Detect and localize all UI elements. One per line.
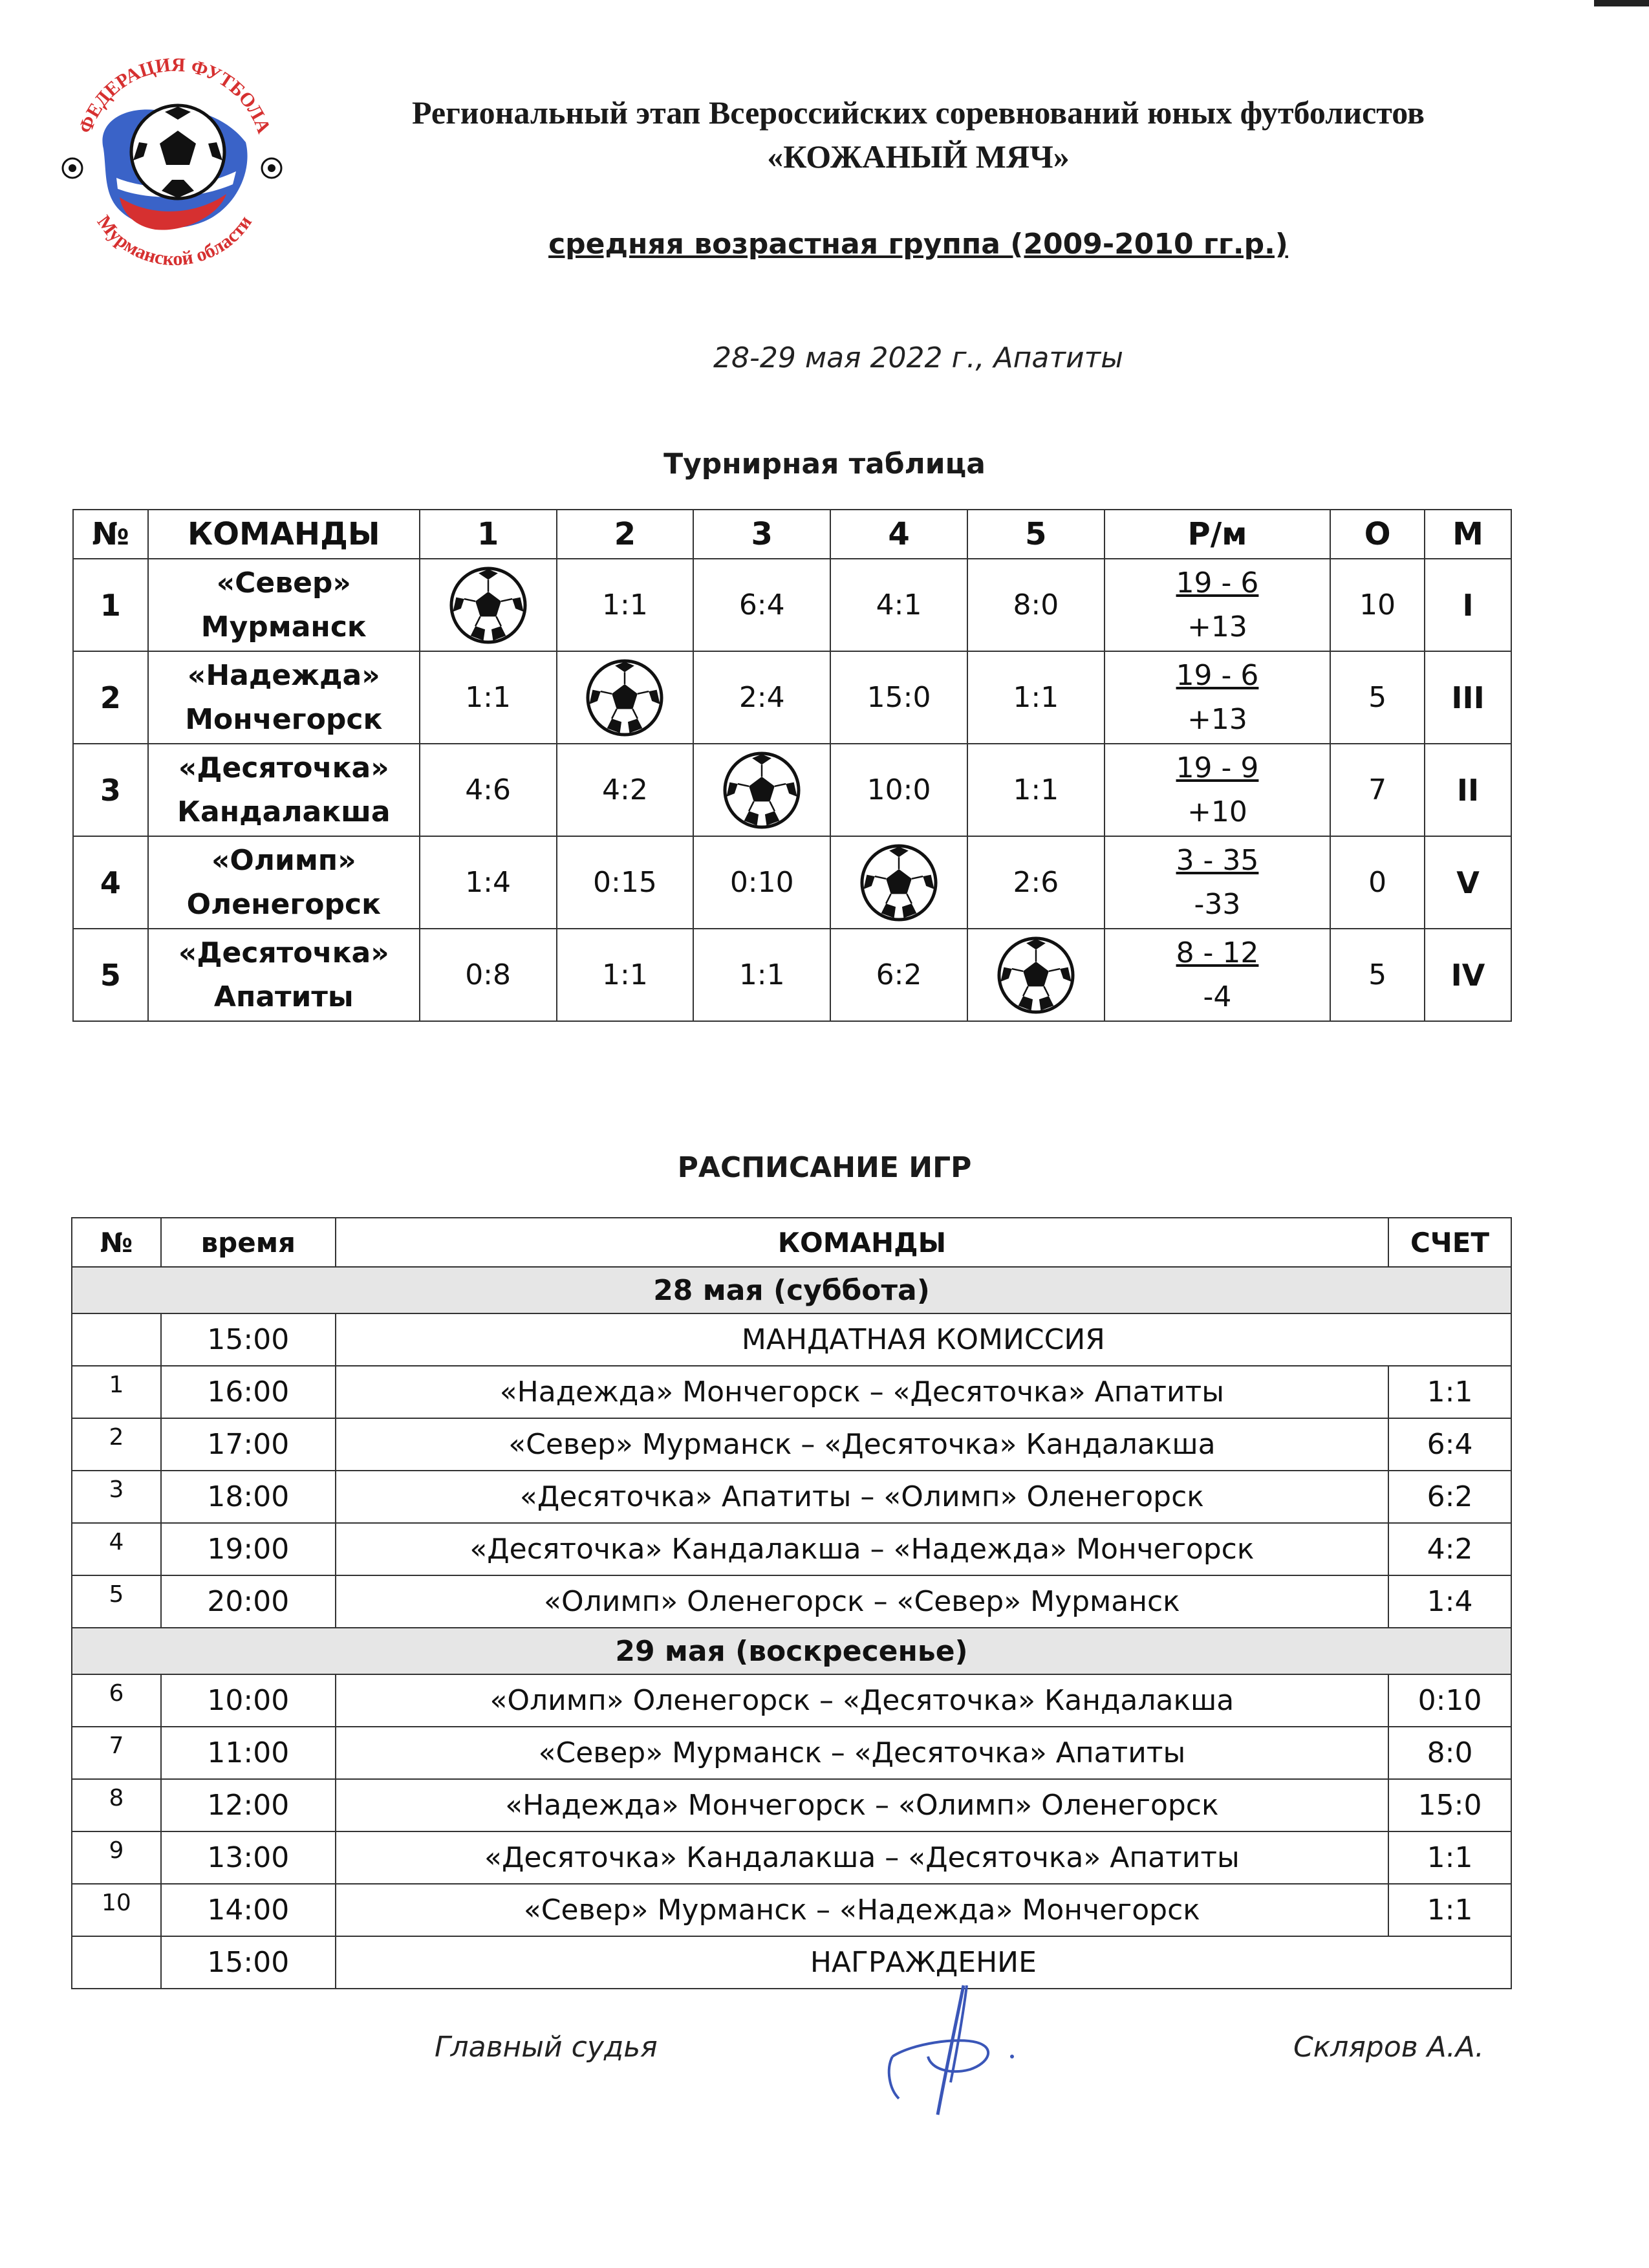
soccer-ball-icon — [448, 565, 528, 645]
event-label: МАНДАТНАЯ КОМИССИЯ — [336, 1313, 1511, 1366]
points-cell: 10 — [1330, 559, 1425, 651]
goals-cell — [1105, 836, 1330, 929]
table-row — [72, 1779, 1511, 1831]
goal-difference: -33 — [1194, 887, 1241, 921]
diagonal-cell — [830, 836, 967, 929]
game-score: 15:0 — [1388, 1779, 1511, 1831]
place-cell: III — [1425, 651, 1511, 744]
result-cell: 1:1 — [967, 651, 1105, 744]
game-time: 11:00 — [161, 1727, 336, 1779]
game-score: 1:4 — [1388, 1575, 1511, 1628]
place-cell: V — [1425, 836, 1511, 929]
result-cell: 2:6 — [967, 836, 1105, 929]
diagonal-cell — [420, 559, 557, 651]
game-number: 3 — [72, 1471, 161, 1523]
game-time: 12:00 — [161, 1779, 336, 1831]
team-number: 1 — [73, 559, 148, 651]
team-cell — [148, 651, 420, 744]
result-cell: 0:8 — [420, 929, 557, 1021]
col-4: 4 — [830, 510, 967, 559]
game-score: 0:10 — [1388, 1674, 1511, 1727]
col-time: время — [161, 1218, 336, 1267]
col-teams: КОМАНДЫ — [148, 510, 420, 559]
table-row — [72, 1936, 1511, 1989]
game-teams: «Десяточка» Апатиты – «Олимп» Оленегорск — [336, 1471, 1388, 1523]
team-name: «Десяточка» — [178, 751, 389, 784]
soccer-ball-icon — [859, 843, 939, 923]
game-time: 10:00 — [161, 1674, 336, 1727]
date-place: 28-29 мая 2022 г., Апатиты — [713, 341, 1123, 374]
table-row — [72, 1418, 1511, 1471]
standings-table — [72, 509, 1512, 1022]
team-name: «Десяточка» — [178, 936, 389, 969]
table-row — [72, 1366, 1511, 1418]
chief-judge-label: Главный судья — [435, 2031, 658, 2064]
day-label: 29 мая (воскресенье) — [72, 1628, 1511, 1674]
col-2: 2 — [557, 510, 694, 559]
col-goals: Р/м — [1105, 510, 1330, 559]
goals-scored-conceded: 19 - 6 — [1176, 566, 1259, 599]
goals-cell — [1105, 559, 1330, 651]
game-teams: «Север» Мурманск – «Десяточка» Апатиты — [336, 1727, 1388, 1779]
result-cell: 1:1 — [557, 929, 694, 1021]
federation-logo — [58, 45, 291, 285]
col-teams: КОМАНДЫ — [336, 1218, 1388, 1267]
points-cell: 5 — [1330, 651, 1425, 744]
result-cell: 6:2 — [830, 929, 967, 1021]
goals-cell — [1105, 744, 1330, 836]
game-teams: «Север» Мурманск – «Надежда» Мончегорск — [336, 1884, 1388, 1936]
team-city: Кандалакша — [177, 795, 391, 828]
game-score: 8:0 — [1388, 1727, 1511, 1779]
game-teams: «Олимп» Оленегорск – «Север» Мурманск — [336, 1575, 1388, 1628]
team-city: Мурманск — [200, 610, 367, 643]
table-row — [72, 1313, 1511, 1366]
schedule-heading: РАСПИСАНИЕ ИГР — [677, 1151, 972, 1184]
place-cell: I — [1425, 559, 1511, 651]
game-teams: «Олимп» Оленегорск – «Десяточка» Кандалакша — [336, 1674, 1388, 1727]
table-row — [73, 744, 1511, 836]
col-score: СЧЕТ — [1388, 1218, 1511, 1267]
result-cell: 15:0 — [830, 651, 967, 744]
game-time: 15:00 — [161, 1936, 336, 1989]
game-teams: «Надежда» Мончегорск – «Олимп» Оленегорск — [336, 1779, 1388, 1831]
game-score: 4:2 — [1388, 1523, 1511, 1575]
goal-difference: +10 — [1187, 795, 1247, 828]
table-row — [72, 1523, 1511, 1575]
team-number: 5 — [73, 929, 148, 1021]
game-number: 7 — [72, 1727, 161, 1779]
game-score: 1:1 — [1388, 1366, 1511, 1418]
result-cell: 1:1 — [557, 559, 694, 651]
signature — [867, 1966, 1035, 2134]
table-row — [72, 1884, 1511, 1936]
game-number — [72, 1313, 161, 1366]
team-city: Мончегорск — [185, 702, 383, 736]
standings-heading: Турнирная таблица — [663, 448, 986, 481]
game-time: 16:00 — [161, 1366, 336, 1418]
document-title: Региональный этап Всероссийских соревнований юных футболистов «КОЖАНЫЙ МЯЧ» — [412, 94, 1425, 175]
game-number: 1 — [72, 1366, 161, 1418]
game-number: 8 — [72, 1779, 161, 1831]
team-city: Оленегорск — [186, 887, 381, 921]
result-cell: 0:15 — [557, 836, 694, 929]
team-number: 4 — [73, 836, 148, 929]
game-teams: «Надежда» Мончегорск – «Десяточка» Апатиты — [336, 1366, 1388, 1418]
goals-cell — [1105, 651, 1330, 744]
result-cell: 0:10 — [693, 836, 830, 929]
result-cell: 2:4 — [693, 651, 830, 744]
game-teams: «Север» Мурманск – «Десяточка» Кандалакша — [336, 1418, 1388, 1471]
game-time: 19:00 — [161, 1523, 336, 1575]
team-name: «Олимп» — [211, 843, 356, 877]
table-row — [72, 1674, 1511, 1727]
table-row — [72, 1831, 1511, 1884]
schedule-table — [71, 1217, 1512, 1989]
game-score: 1:1 — [1388, 1831, 1511, 1884]
col-place: М — [1425, 510, 1511, 559]
team-cell — [148, 929, 420, 1021]
col-5: 5 — [967, 510, 1105, 559]
goal-difference: +13 — [1187, 610, 1247, 643]
col-number: № — [72, 1218, 161, 1267]
soccer-ball-icon — [722, 750, 802, 830]
goals-scored-conceded: 19 - 9 — [1176, 751, 1259, 784]
result-cell: 10:0 — [830, 744, 967, 836]
team-name: «Север» — [216, 566, 351, 599]
result-cell: 6:4 — [693, 559, 830, 651]
team-cell — [148, 559, 420, 651]
scan-mark — [1594, 0, 1649, 6]
result-cell: 1:1 — [420, 651, 557, 744]
game-score: 6:4 — [1388, 1418, 1511, 1471]
schedule-header-row — [72, 1218, 1511, 1267]
game-time: 18:00 — [161, 1471, 336, 1523]
standings-header-row — [73, 510, 1511, 559]
soccer-ball-icon — [585, 658, 665, 738]
age-group: средняя возрастная группа (2009-2010 гг.р.) — [548, 228, 1288, 261]
game-time: 14:00 — [161, 1884, 336, 1936]
team-city: Апатиты — [213, 980, 354, 1013]
table-row — [73, 559, 1511, 651]
table-row — [72, 1471, 1511, 1523]
game-number: 10 — [72, 1884, 161, 1936]
place-cell: IV — [1425, 929, 1511, 1021]
game-teams: «Десяточка» Кандалакша – «Десяточка» Апатиты — [336, 1831, 1388, 1884]
result-cell: 1:1 — [693, 929, 830, 1021]
team-name: «Надежда» — [187, 658, 380, 692]
game-number — [72, 1936, 161, 1989]
team-number: 3 — [73, 744, 148, 836]
table-row — [73, 836, 1511, 929]
game-time: 15:00 — [161, 1313, 336, 1366]
table-row — [72, 1575, 1511, 1628]
points-cell: 7 — [1330, 744, 1425, 836]
game-score: 6:2 — [1388, 1471, 1511, 1523]
soccer-ball-icon — [996, 935, 1076, 1015]
col-1: 1 — [420, 510, 557, 559]
game-number: 9 — [72, 1831, 161, 1884]
game-number: 5 — [72, 1575, 161, 1628]
result-cell: 4:1 — [830, 559, 967, 651]
col-number: № — [73, 510, 148, 559]
team-number: 2 — [73, 651, 148, 744]
chief-judge-name: Скляров А.А. — [1293, 2031, 1484, 2064]
goal-difference: +13 — [1187, 702, 1247, 736]
result-cell: 1:4 — [420, 836, 557, 929]
diagonal-cell — [967, 929, 1105, 1021]
game-number: 2 — [72, 1418, 161, 1471]
result-cell: 4:6 — [420, 744, 557, 836]
day-row — [72, 1267, 1511, 1313]
goals-scored-conceded: 3 - 35 — [1176, 843, 1259, 877]
points-cell: 5 — [1330, 929, 1425, 1021]
goals-scored-conceded: 19 - 6 — [1176, 658, 1259, 692]
result-cell: 4:2 — [557, 744, 694, 836]
goal-difference: -4 — [1203, 980, 1232, 1013]
logo-bottom-text: Мурманской области — [92, 211, 256, 270]
game-time: 13:00 — [161, 1831, 336, 1884]
result-cell: 1:1 — [967, 744, 1105, 836]
game-time: 17:00 — [161, 1418, 336, 1471]
goals-scored-conceded: 8 - 12 — [1176, 936, 1259, 969]
logo-top-text: ФЕДЕРАЦИЯ ФУТБОЛА — [74, 54, 275, 136]
diagonal-cell — [693, 744, 830, 836]
game-number: 6 — [72, 1674, 161, 1727]
game-time: 20:00 — [161, 1575, 336, 1628]
table-row — [73, 651, 1511, 744]
game-teams: «Десяточка» Кандалакша – «Надежда» Мончегорск — [336, 1523, 1388, 1575]
game-number: 4 — [72, 1523, 161, 1575]
col-points: О — [1330, 510, 1425, 559]
result-cell: 8:0 — [967, 559, 1105, 651]
team-cell — [148, 744, 420, 836]
col-3: 3 — [693, 510, 830, 559]
place-cell: II — [1425, 744, 1511, 836]
game-score: 1:1 — [1388, 1884, 1511, 1936]
goals-cell — [1105, 929, 1330, 1021]
diagonal-cell — [557, 651, 694, 744]
day-row — [72, 1628, 1511, 1674]
day-label: 28 мая (суббота) — [72, 1267, 1511, 1313]
table-row — [73, 929, 1511, 1021]
table-row — [72, 1727, 1511, 1779]
points-cell: 0 — [1330, 836, 1425, 929]
team-cell — [148, 836, 420, 929]
event-label: НАГРАЖДЕНИЕ — [336, 1936, 1511, 1989]
